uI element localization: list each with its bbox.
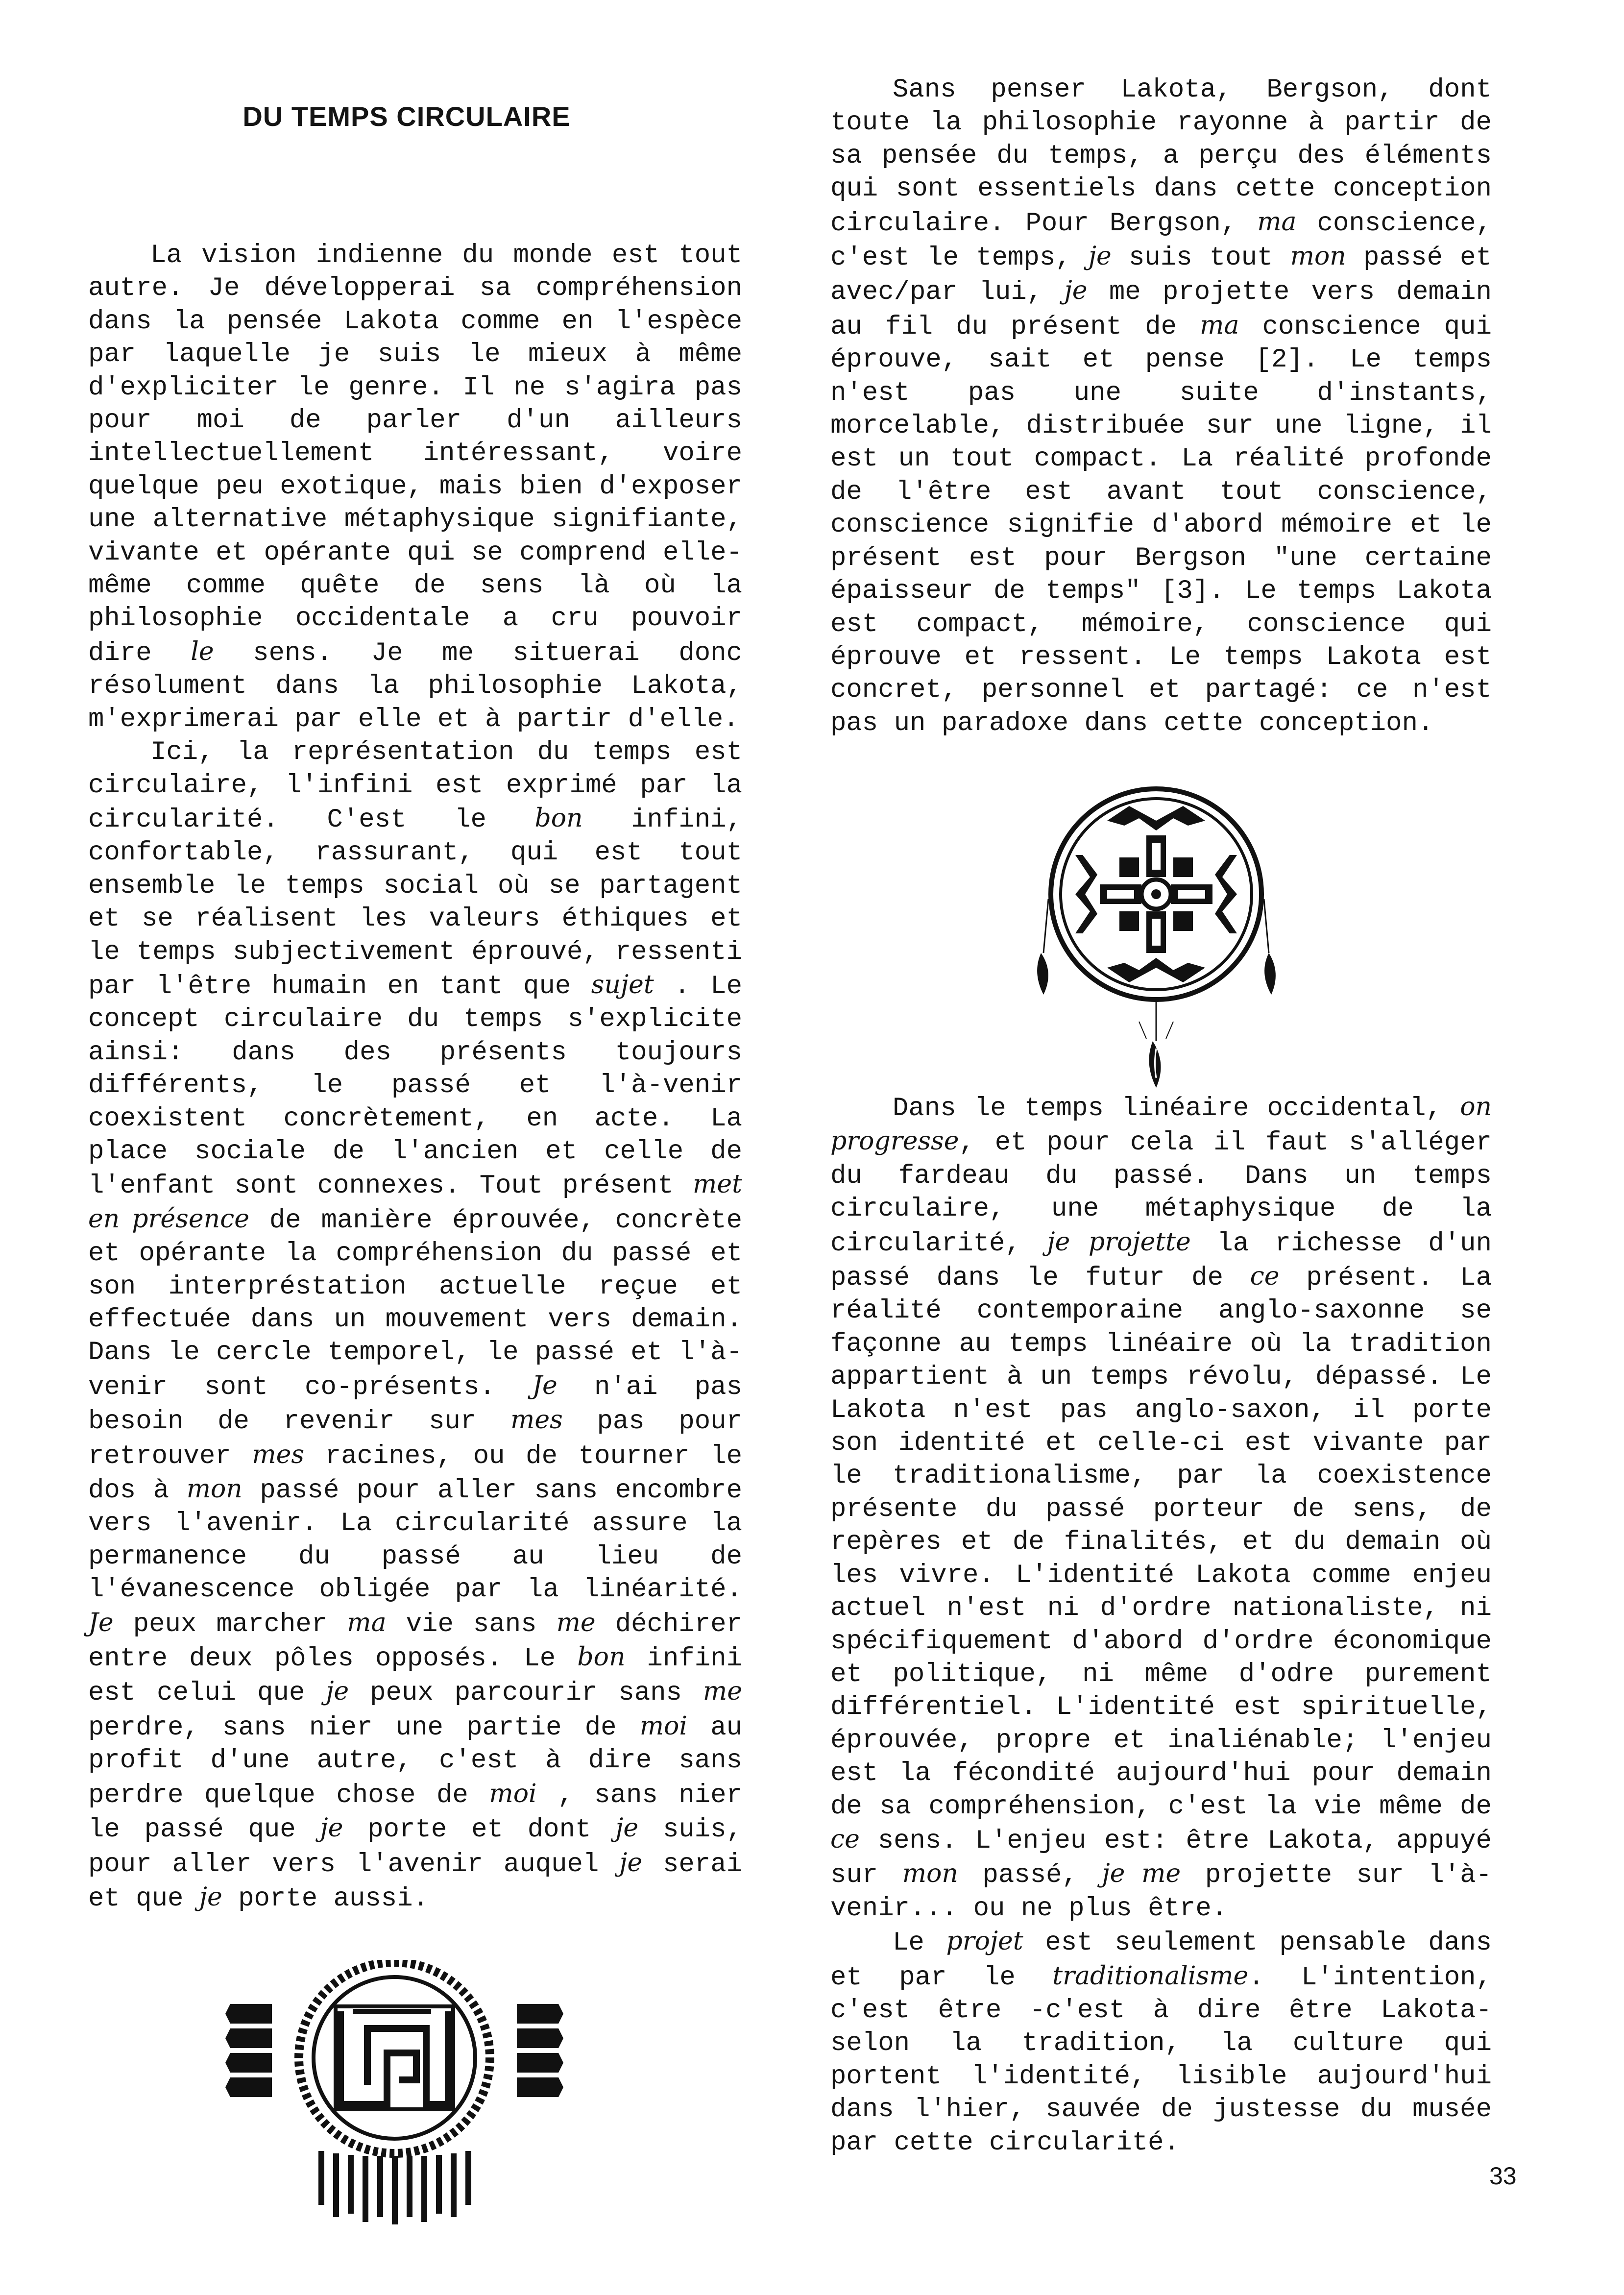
bracelet-emblem-illustration <box>225 1960 563 2227</box>
paragraph: La vision indienne du monde est tout autre. Je développerai sa compréhension dans la pensée Lakota comme en l'espèce par laquelle je suis le mieux à même d'expliciter le genre. Il ne s'agira pas pour moi de parler d'un ailleurs intellectuellement intéressant, voire quelque peu exotique, mais bien d'exposer une alternative métaphysique signifiante, vivante et opérante qui se comprend elle-même comme quête de sens là où la philosophie occidentale a cru pouvoir dire le sens. Je me situerai donc résolument dans la philosophie Lakota, m'exprimerai par elle et à partir d'elle. <box>88 241 742 734</box>
paragraph: Le projet est seulement pensable dans et par le traditionalisme. L'intention, c'est être -c'est à dire être Lakota- selon la tradition, la culture qui portent l'identité, lisible aujourd'hui dans l'hier, sauvée de justesse du musée par cette circularité. <box>830 1927 1492 2158</box>
paragraph: Ici, la représentation du temps est circulaire, l'infini est exprimé par la circularité. C'est le bon infini, confortable, rassurant, qui est tout ensemble le temps social où se partagent et se réalisent les valeurs éthiques et le temps subjectivement éprouvé, ressenti par l'être humain en tant que sujet . Le concept circulaire du temps s'explicite ainsi: dans des présents toujours différents, le passé et l'à-venir coexistent concrètement, en acte. La place sociale de l'ancien et celle de l'enfant sont connexes. Tout présent met en présence de manière éprouvée, concrète et opérante la compréhension du passé et son interpréstation actuelle reçue et effectuée dans un mouvement vers demain. Dans le cercle temporel, le passé et l'à-venir sont co-présents. Je n'ai pas besoin de revenir sur mes pas pour retrouver mes racines, ou de tourner le dos à mon passé pour aller sans encombre vers l'avenir. La circularité assure la permanence du passé au lieu de l'évanescence obligée par la linéarité. Je peux marcher ma vie sans me déchirer entre deux pôles opposés. Le bon infini est celui que je peux parcourir sans me perdre, sans nier une partie de moi au profit d'une autre, c'est à dire sans perdre quelque chose de moi , sans nier le passé que je porte et dont je suis, pour aller vers l'avenir auquel je serai et que je porte aussi. <box>88 737 743 1914</box>
right-column-top <box>830 73 1492 740</box>
paragraph: Sans penser Lakota, Bergson, dont toute la philosophie rayonne à partir de sa pensée du temps, a perçu des éléments qui sont essentiels dans cette conception circulaire. Pour Bergson, ma conscience, c'est le temps, je suis tout mon passé et avec/par lui, je me projette vers demain au fil du présent de ma conscience qui éprouve, sait et pense [2]. Le temps n'est pas une suite d'instants, morcelable, distribuée sur une ligne, il est un tout compact. La réalité profonde de l'être est avant tout conscience, conscience signifie d'abord mémoire et le présent est pour Bergson "une certaine épaisseur de temps" [3]. Le temps Lakota est compact, mémoire, conscience qui éprouve et ressent. Le temps Lakota est concret, personnel et partagé: ce n'est pas un paradoxe dans cette conception. <box>830 75 1492 738</box>
left-column <box>88 239 742 1915</box>
page-number: 33 <box>1489 2162 1517 2190</box>
page-title: DU TEMPS CIRCULAIRE <box>242 101 571 132</box>
lakota-shield-illustration <box>1021 767 1291 1100</box>
paragraph: Dans le temps linéaire occidental, on progresse, et pour cela il faut s'alléger du fardeau du passé. Dans un temps circulaire, une métaphysique de la circularité, je projette la richesse d'un passé dans le futur de ce présent. La réalité contemporaine anglo-saxonne se façonne au temps linéaire où la tradition appartient à un temps révolu, dépassé. Le Lakota n'est pas anglo-saxon, il porte son identité et celle-ci est vivante par le traditionalisme, par la coexistence présente du passé porteur de sens, de repères et de finalités, et du demain où les vivre. L'identité Lakota comme enjeu actuel n'est ni d'ordre nationaliste, ni spécifiquement d'abord d'ordre économique et politique, ni même d'odre purement différentiel. L'identité est spirituelle, éprouvée, propre et inaliénable; l'enjeu est la fécondité aujourd'hui pour demain de sa compréhension, c'est la vie même de ce sens. L'enjeu est: être Lakota, appuyé sur mon passé, je me projette sur l'à-venir... ou ne plus être. <box>830 1092 1492 1924</box>
right-column-bottom <box>830 1091 1492 2159</box>
